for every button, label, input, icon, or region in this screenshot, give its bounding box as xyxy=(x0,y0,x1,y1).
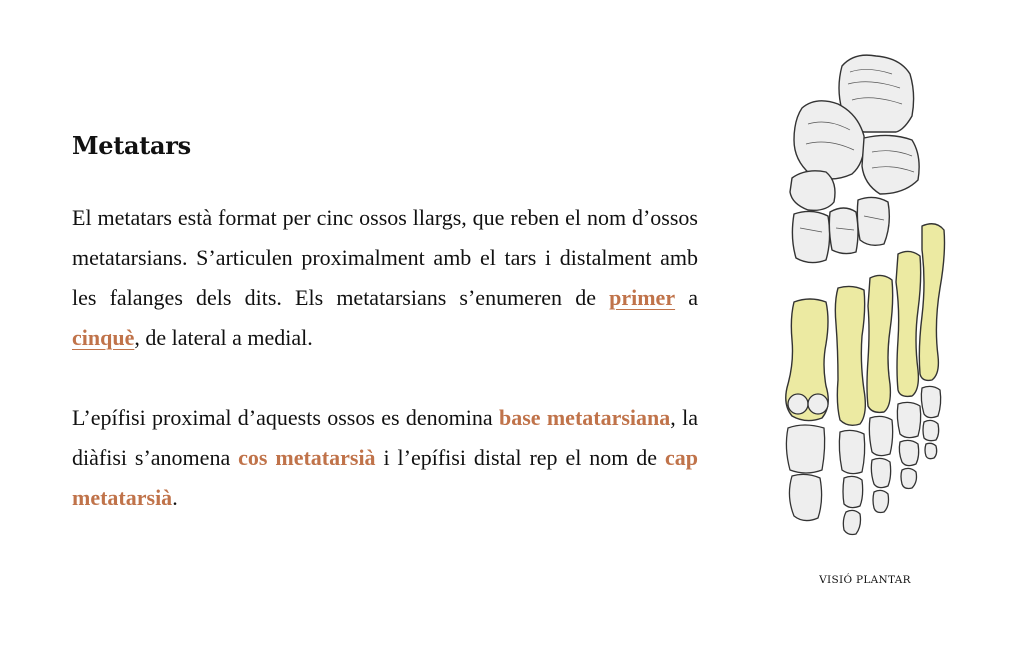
section-title: Metatars xyxy=(72,131,191,160)
figure-caption: VISIÓ PLANTAR xyxy=(819,574,911,586)
paragraph-metatarsal-parts xyxy=(72,398,698,518)
term-body: cos metatarsià xyxy=(238,445,376,470)
navicular-bone xyxy=(790,171,835,210)
paragraph-text: , la diàfisi s’anomena xyxy=(72,405,698,470)
phalanx-bone xyxy=(843,510,860,534)
foot-skeleton-illustration xyxy=(772,44,962,554)
metatarsal-5-bone xyxy=(919,224,944,381)
medial-cuneiform-bone xyxy=(792,211,829,262)
paragraph-text: i l’epífisi distal rep el nom de xyxy=(375,445,665,470)
paragraph-text: , de lateral a medial. xyxy=(134,325,313,350)
metatarsal-3-bone xyxy=(867,275,893,412)
phalanx-bone xyxy=(923,420,939,440)
phalanx-bone xyxy=(869,416,892,455)
text-column xyxy=(72,128,698,518)
phalanx-bone xyxy=(839,430,864,473)
phalanx-bone xyxy=(925,443,937,458)
phalanx-bone xyxy=(843,476,863,507)
phalanx-bone xyxy=(901,468,917,488)
sesamoid-bone xyxy=(788,394,808,414)
term-base: base metatarsiana xyxy=(498,405,671,430)
sesamoid-bone xyxy=(808,394,828,414)
phalanx-bone xyxy=(789,474,821,520)
phalanx-bone xyxy=(786,425,824,473)
paragraph-text: L’epífisi proximal d’aquests ossos es denomina xyxy=(72,405,499,430)
metatarsal-2-bone xyxy=(835,286,865,425)
term-head: cap metatarsià xyxy=(72,445,698,510)
metatarsal-4-bone xyxy=(896,251,921,396)
foot-bones-drawing xyxy=(772,44,962,554)
phalanx-bone xyxy=(897,402,920,437)
phalanx-bone xyxy=(899,440,918,465)
phalanx-bone xyxy=(873,490,889,512)
paragraph-text: a xyxy=(675,285,698,310)
intermediate-cuneiform-bone xyxy=(829,208,858,254)
cuboid-bone xyxy=(862,135,919,194)
link-fifth-metatarsal[interactable]: cinquè xyxy=(72,325,135,350)
phalanx-bone xyxy=(921,386,940,417)
paragraph-text: . xyxy=(172,485,178,510)
paragraph-text: El metatars està format per cinc ossos llargs, que reben el nom d’ossos metatarsians. S’articulen proximalment amb el tars i distalment amb les falanges dels dits. Els metatarsians s’enumeren de xyxy=(72,205,698,310)
lateral-cuneiform-bone xyxy=(857,197,889,245)
link-first-metatarsal[interactable]: primer xyxy=(609,285,676,310)
phalanx-bone xyxy=(871,458,890,487)
paragraph-metatarsals-intro xyxy=(72,198,698,358)
